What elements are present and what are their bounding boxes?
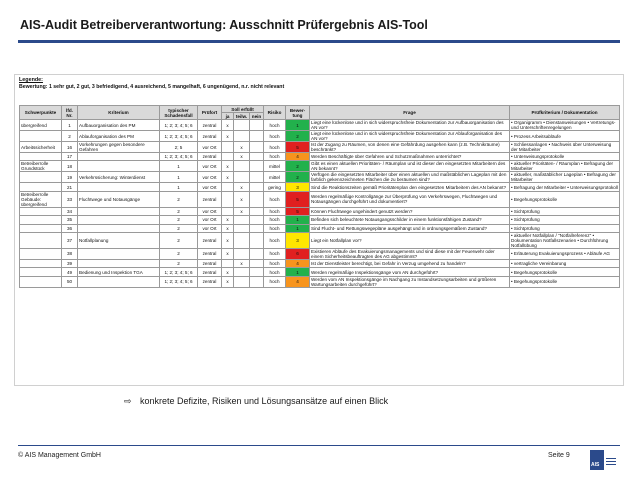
col-header: Kriterium [78, 106, 160, 120]
col-header-soll: Soll erfüllt [222, 106, 264, 113]
cell-ort: zentral [198, 232, 222, 248]
footer-divider [18, 445, 620, 446]
cell-ort: zentral [198, 153, 222, 161]
logo-text: AIS [591, 462, 600, 468]
cell-risiko: hoch [264, 153, 286, 161]
cell-sp [20, 216, 62, 224]
cell-ort: vor Ort [198, 224, 222, 232]
cell-doku: • Begehungsprotokolle [510, 268, 620, 276]
table-row [20, 259, 620, 267]
cell-ort: vor Ort [198, 216, 222, 224]
cell-nr: 16 [62, 142, 78, 153]
cell-risiko: hoch [264, 207, 286, 215]
cell-doku: • Begehungsprotokolle [510, 276, 620, 287]
cell-ja: x [222, 161, 234, 172]
cell-sp: Arbeitssicherheit [20, 142, 62, 153]
cell-nein [250, 131, 264, 142]
cell-krit: Verkehrssicherung: Winterdienst [78, 172, 160, 183]
table-row [20, 161, 620, 172]
cell-doku: • Begehungsprotokolle [510, 191, 620, 207]
cell-tw: x [234, 259, 250, 267]
cell-frage: Sind die Reaktionszeiten gemäß Prioritätenplan den eingesetzten Mitarbeitern des AN bekannt? [310, 183, 510, 191]
cell-ja: x [222, 131, 234, 142]
cell-frage: Gibt es einen aktuellen Prioritäten- / Räumplan und ist dieser den eingesetzten Mitarbeitern des AN bekannt? [310, 161, 510, 172]
cell-nr: 39 [62, 259, 78, 267]
col-header: ja [222, 113, 234, 120]
cell-ja [222, 142, 234, 153]
cell-bew: 3 [286, 183, 310, 191]
cell-frage: Befinden sich beleuchtete Notausgangsschilder in einem funktionsfähigen Zustand? [310, 216, 510, 224]
col-header: Prüfkriterium / Dokumentation [510, 106, 620, 120]
legend [19, 77, 439, 97]
cell-nr: 1 [62, 120, 78, 131]
col-header: teilw. [234, 113, 250, 120]
cell-krit [78, 216, 160, 224]
cell-doku: • Erläuterung Evakuierungsprozess • Abläufe AG [510, 248, 620, 259]
cell-sch: 1; 2; 3; 4; 5; 6 [160, 153, 198, 161]
cell-sp [20, 153, 62, 161]
cell-krit [78, 161, 160, 172]
cell-risiko: hoch [264, 191, 286, 207]
cell-ort: vor Ort [198, 142, 222, 153]
cell-nr: 49 [62, 268, 78, 276]
cell-tw [234, 131, 250, 142]
cell-nein [250, 172, 264, 183]
cell-doku: • Organigramm • Dienstanweisungen • Vertretungs- und Unterschriftenregelungen [510, 120, 620, 131]
cell-nein [250, 232, 264, 248]
cell-nein [250, 183, 264, 191]
cell-sp [20, 172, 62, 183]
cell-risiko: hoch [264, 120, 286, 131]
cell-nr: 2 [62, 131, 78, 142]
cell-sch: 2 [160, 232, 198, 248]
table-row [20, 216, 620, 224]
cell-nr: 21 [62, 183, 78, 191]
cell-ja [222, 259, 234, 267]
cell-tw [234, 120, 250, 131]
table-row [20, 183, 620, 191]
spreadsheet-excerpt [14, 74, 624, 386]
cell-ja: x [222, 276, 234, 287]
col-header: Bewer-tung [286, 106, 310, 120]
cell-nr: 36 [62, 224, 78, 232]
cell-sp [20, 207, 62, 215]
cell-frage: Ist der Zugang zu Räumen, von denen eine Gefährdung ausgehen kann (z.B. Technikräume) beschränkt? [310, 142, 510, 153]
cell-sp: Betreiberrolle Gebäude: übergreifend [20, 191, 62, 207]
cell-sp [20, 259, 62, 267]
page-number: Seite 9 [548, 452, 570, 459]
cell-krit: Aufbauorganisation des PM [78, 120, 160, 131]
table-header-row [20, 106, 620, 113]
cell-sch: 2 [160, 248, 198, 259]
cell-ort: vor Ort [198, 172, 222, 183]
cell-frage: Verfügen die eingesetzten Mitarbeiter über einen aktuellen und maßstäblichen Lageplan mit den farblich gekennzeichneten Flächen die zu beräumen sind? [310, 172, 510, 183]
cell-nr: 35 [62, 216, 78, 224]
table-row [20, 131, 620, 142]
cell-frage: Werden vom AN Inspektionsgänge im Nachgang zu Instandsetzungsarbeiten und größeren Wartungsarbeiten durchgeführt? [310, 276, 510, 287]
cell-krit [78, 259, 160, 267]
cell-risiko: hoch [264, 248, 286, 259]
cell-ort: zentral [198, 191, 222, 207]
cell-nein [250, 161, 264, 172]
table-row [20, 276, 620, 287]
cell-bew: 5 [286, 207, 310, 215]
cell-doku: • Befragung der Mitarbeiter • Unterweisungsprotokoll [511, 184, 618, 190]
cell-doku: • aktueller Prioritäten- / Räumplan • Befragung der Mitarbeiter [510, 161, 620, 172]
audit-table [19, 105, 620, 288]
cell-sch: 2 [160, 216, 198, 224]
cell-ort: zentral [198, 120, 222, 131]
cell-nr: 17 [62, 153, 78, 161]
cell-frage: Ist der Dienstleister berechtigt, bei Gefahr in Verzug umgehend zu handeln? [310, 259, 510, 267]
cell-risiko: mittel [264, 161, 286, 172]
cell-krit [78, 183, 160, 191]
cell-sp: übergreifend [20, 120, 62, 131]
cell-tw: x [234, 183, 250, 191]
cell-sp [20, 232, 62, 248]
table-row [20, 120, 620, 131]
table-row [20, 268, 620, 276]
cell-tw [234, 276, 250, 287]
ais-logo [590, 450, 618, 470]
cell-sp [20, 268, 62, 276]
cell-sch: 2; 5 [160, 142, 198, 153]
cell-bew: 6 [286, 248, 310, 259]
cell-nein [250, 268, 264, 276]
cell-doku: • aktueller Notfallplan / "Notfallreferenz" • Dokumentation Notfallszenarien • Durchführung Notfallübung [510, 232, 620, 248]
cell-bew: 4 [286, 259, 310, 267]
table-row [20, 191, 620, 207]
cell-frage: Können Fluchtwege ungehindert genutzt werden? [310, 207, 510, 215]
table-row [20, 142, 620, 153]
cell-krit [78, 276, 160, 287]
cell-krit [78, 248, 160, 259]
table-row [20, 224, 620, 232]
table-row [20, 172, 620, 183]
cell-sch: 2 [160, 207, 198, 215]
col-header: nein [250, 113, 264, 120]
cell-krit: Ablauforganisation des PM [78, 131, 160, 142]
cell-nr: 34 [62, 207, 78, 215]
title-divider [18, 40, 620, 43]
cell-krit: Fluchtwege und Notausgänge [78, 191, 160, 207]
cell-doku: • Sichtprüfung [510, 207, 620, 215]
cell-doku: • Sichtprüfung [510, 224, 620, 232]
cell-bew: 2 [286, 161, 310, 172]
cell-tw: x [234, 207, 250, 215]
cell-ort: zentral [198, 259, 222, 267]
cell-tw [234, 224, 250, 232]
cell-sch: 1; 2; 3; 4; 5; 6 [160, 120, 198, 131]
cell-bew: 1 [286, 224, 310, 232]
cell-ja: x [222, 216, 234, 224]
cell-ja: x [222, 120, 234, 131]
table-body [20, 120, 620, 288]
cell-tw: x [234, 191, 250, 207]
cell-tw [234, 161, 250, 172]
cell-nr: 50 [62, 276, 78, 287]
cell-doku: • Schliessanlagen • Nachweis über Unterweisung der Mitarbeiter [510, 142, 620, 153]
cell-risiko: hoch [264, 142, 286, 153]
table-row [20, 153, 620, 161]
cell-bew: 4 [286, 276, 310, 287]
callout-text: konkrete Defizite, Risiken und Lösungsansätze auf einen Blick [140, 396, 389, 406]
cell-bew: 4 [286, 153, 310, 161]
cell-risiko: gering [264, 183, 286, 191]
cell-krit: Notfallplanung [78, 232, 160, 248]
table-row [20, 248, 620, 259]
cell-bew: 2 [286, 172, 310, 183]
cell-nein [250, 153, 264, 161]
col-header: Frage [310, 106, 510, 120]
cell-bew: 1 [286, 120, 310, 131]
cell-ja: x [222, 224, 234, 232]
cell-frage: Liegt eine lückenlose und in sich widerspruchsfreie Dokumentation zur Aufbauorganisation des AN vor? [310, 120, 510, 131]
cell-nr: 33 [62, 191, 78, 207]
cell-krit: Bedienung und Inspektion TGA [78, 268, 160, 276]
cell-risiko: mittel [264, 172, 286, 183]
arrow-right-icon: ⇨ [124, 396, 132, 406]
cell-bew: 1 [286, 268, 310, 276]
cell-nein [250, 276, 264, 287]
col-header: typischer Schadensfall [160, 106, 198, 120]
cell-sp [20, 183, 62, 191]
cell-ja: x [222, 172, 234, 183]
cell-doku: • Prozess Arbeitsabläufe [510, 131, 620, 142]
col-header: Risiko [264, 106, 286, 120]
cell-doku: • Unterweisungsprotokolle [510, 153, 620, 161]
cell-ort: vor Ort [198, 161, 222, 172]
cell-krit [78, 224, 160, 232]
cell-frage: Liegt eine lückenlose und in sich widerspruchsfreie Dokumentation zur Ablauforganisation des AN vor? [310, 131, 510, 142]
cell-tw: x [234, 153, 250, 161]
copyright: © AIS Management GmbH [18, 452, 101, 459]
cell-nein [250, 191, 264, 207]
cell-ort: vor Ort [198, 183, 222, 191]
cell-ort: zentral [198, 276, 222, 287]
cell-nr: 18 [62, 161, 78, 172]
cell-nein [250, 142, 264, 153]
cell-ja [222, 207, 234, 215]
cell-bew: 1 [286, 216, 310, 224]
cell-sch: 1 [160, 183, 198, 191]
cell-bew: 5 [286, 142, 310, 153]
cell-risiko: hoch [264, 232, 286, 248]
cell-tw: x [234, 142, 250, 153]
cell-nein [250, 248, 264, 259]
cell-sch: 2 [160, 191, 198, 207]
cell-sch: 1 [160, 172, 198, 183]
cell-frage: Liegt ein Notfallplan vor? [310, 232, 510, 248]
cell-risiko: hoch [264, 216, 286, 224]
cell-risiko: hoch [264, 276, 286, 287]
cell-ort: zentral [198, 268, 222, 276]
table-row [20, 207, 620, 215]
cell-doku: • Sichtprüfung [510, 216, 620, 224]
table-row [20, 232, 620, 248]
cell-sch: 2 [160, 259, 198, 267]
legend-title: Legende: [19, 77, 43, 83]
cell-nr: 38 [62, 248, 78, 259]
cell-bew: 2 [286, 131, 310, 142]
cell-doku: • aktueller, maßstäblicher Lageplan • Befragung der Mitarbeiter [510, 172, 620, 183]
cell-risiko: hoch [264, 131, 286, 142]
cell-frage: Werden regelmäßige Inspektionsgänge vom AN durchgeführt? [310, 268, 510, 276]
cell-ort: zentral [198, 248, 222, 259]
cell-nein [250, 207, 264, 215]
cell-sp [20, 248, 62, 259]
cell-sp [20, 224, 62, 232]
cell-frage: Werden Beschäftigte über Gefahren und Schutzmaßnahmen unterrichtet? [310, 153, 510, 161]
cell-krit [78, 207, 160, 215]
col-header: lfd. Nr. [62, 106, 78, 120]
col-header: Schwerpunkte [20, 106, 62, 120]
cell-sch: 1; 2; 3; 4; 5; 6 [160, 268, 198, 276]
cell-sch: 1 [160, 161, 198, 172]
col-header: Prüfort [198, 106, 222, 120]
cell-ja [222, 153, 234, 161]
cell-nein [250, 259, 264, 267]
page-title: AIS-Audit Betreiberverantwortung: Ausschnitt Prüfergebnis AIS-Tool [20, 18, 428, 32]
cell-tw [234, 232, 250, 248]
callout [124, 396, 388, 407]
cell-frage: Sind Flucht- und Rettungswegepläne ausgehängt und in ordnungsgemäßem Zustand? [310, 224, 510, 232]
cell-frage: Existieren Abläufe des Evakuierungsmanagements und sind diese mit der Feuerwehr oder einem Sicherheitsbeauftragten des AG abgestimmt? [310, 248, 510, 259]
cell-nr: 19 [62, 172, 78, 183]
cell-doku: • vertragliche Vereinbarung [510, 259, 620, 267]
cell-frage: Werden regelmäßige Kontrollgänge zur Überprüfung von Verkehrswegen, Fluchtwegen und Notausgängen durchgeführt und dokumentiert? [310, 191, 510, 207]
cell-sch: 1; 2; 3; 4; 5; 6 [160, 131, 198, 142]
cell-nein [250, 120, 264, 131]
cell-risiko: hoch [264, 259, 286, 267]
cell-krit: Vorkehrungen gegen besondere Gefahren [78, 142, 160, 153]
cell-nein [250, 216, 264, 224]
cell-ja [222, 191, 234, 207]
cell-bew: 3 [286, 232, 310, 248]
cell-nein [250, 224, 264, 232]
cell-risiko: hoch [264, 268, 286, 276]
cell-tw [234, 216, 250, 224]
cell-ort: zentral [198, 131, 222, 142]
cell-ja: x [222, 248, 234, 259]
cell-ja: x [222, 232, 234, 248]
cell-tw [234, 172, 250, 183]
cell-sch: 1; 2; 3; 4; 5; 6 [160, 276, 198, 287]
cell-bew: 5 [286, 191, 310, 207]
cell-sp [20, 276, 62, 287]
title-bar [0, 0, 638, 40]
cell-tw [234, 268, 250, 276]
cell-krit [78, 153, 160, 161]
cell-risiko: hoch [264, 224, 286, 232]
cell-sp: Betreiberrolle Grundstück [20, 161, 62, 172]
cell-nr: 37 [62, 232, 78, 248]
cell-ort: vor Ort [198, 207, 222, 215]
logo-lines [606, 458, 616, 468]
cell-sch: 2 [160, 224, 198, 232]
cell-ja: x [222, 268, 234, 276]
cell-sp [20, 131, 62, 142]
cell-ja [222, 183, 234, 191]
cell-tw [234, 248, 250, 259]
legend-text: Bewertung: 1 sehr gut, 2 gut, 3 befriedigend, 4 ausreichend, 5 mangelhaft, 6 ungenügend, n.r. nicht relevant [19, 84, 285, 90]
